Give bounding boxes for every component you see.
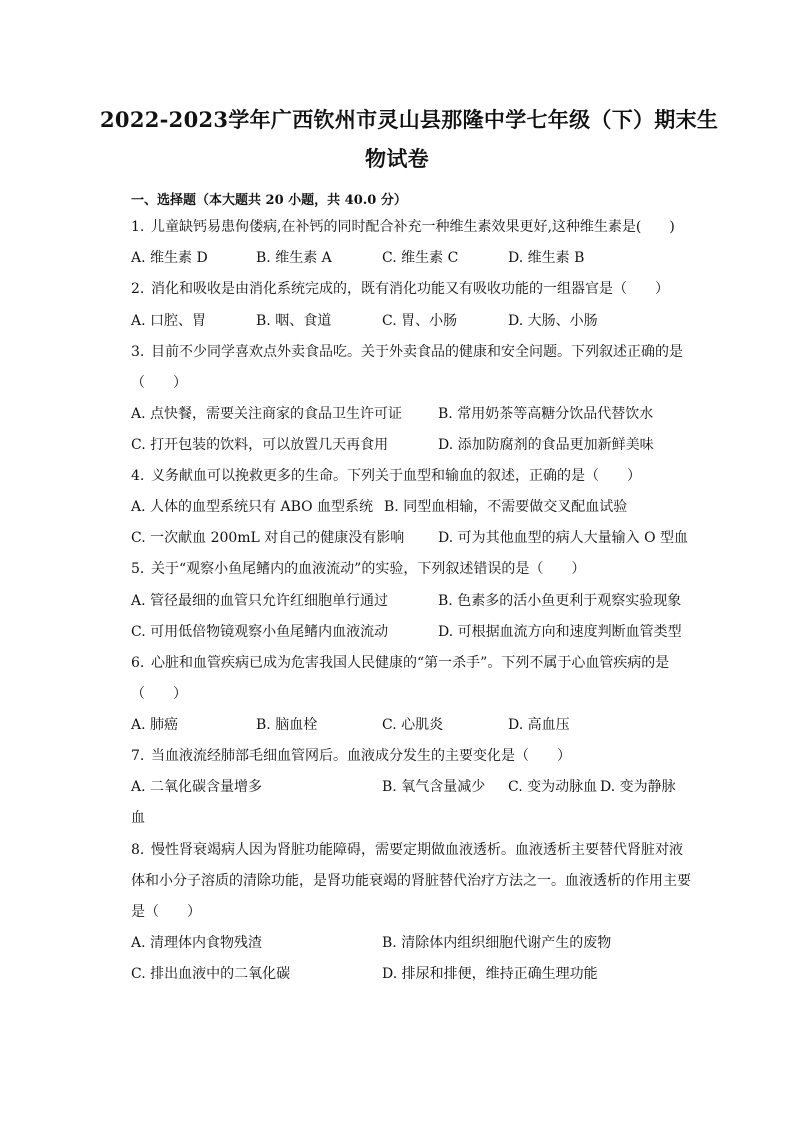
question-text: 目前不少同学喜欢点外卖食品吃。关于外卖食品的健康和安全问题。下列叙述正确的是 <box>151 344 683 360</box>
question-8-stem-cont: 体和小分子溶质的清除功能，是肾功能衰竭的肾脏替代治疗方法之一。血液透析的作用主要 <box>131 873 691 889</box>
option-b: B. 色素多的活小鱼更利于观察实验现象 <box>438 593 682 609</box>
option-b: B. 清除体内组织细胞代谢产生的废物 <box>382 935 612 951</box>
option-c: C. 变为动脉血 <box>508 779 598 795</box>
option-c: C. 维生素 C <box>382 250 459 266</box>
question-number: 3. <box>131 344 145 360</box>
option-b: B. 维生素 A <box>256 250 332 266</box>
option-a: A. 肺癌 <box>131 717 179 733</box>
option-a: A. 人体的血型系统只有 ABO 血型系统 <box>131 499 374 515</box>
section-heading: 一、选择题（本大题共 20 小题，共 40.0 分） <box>131 193 407 208</box>
option-a: A. 二氧化碳含量增多 <box>131 779 263 795</box>
question-5-stem <box>131 560 585 578</box>
option-b: B. 氧气含量减少 <box>382 779 486 795</box>
question-8-stem <box>131 841 683 859</box>
option-c: C. 打开包装的饮料，可以放置几天再食用 <box>131 437 389 453</box>
question-text: 关于“观察小鱼尾鳍内的血液流动”的实验，下列叙述错误的是（ ） <box>151 561 586 577</box>
option-a: A. 点快餐，需要关注商家的食品卫生许可证 <box>131 406 403 422</box>
question-3-stem-cont: （ ） <box>131 375 187 391</box>
question-3-stem <box>131 343 683 361</box>
option-c: C. 排出血液中的二氧化碳 <box>131 966 291 982</box>
option-d: D. 可根据血流方向和速度判断血管类型 <box>438 624 682 640</box>
question-1-stem <box>131 218 675 236</box>
option-d: D. 维生素 B <box>508 250 585 266</box>
option-c: C. 可用低倍物镜观察小鱼尾鳍内血液流动 <box>131 624 389 640</box>
question-number: 4. <box>131 468 145 484</box>
option-c: C. 胃、小肠 <box>382 313 458 329</box>
option-a: A. 维生素 D <box>131 250 208 266</box>
option-d: D. 添加防腐剂的食品更加新鲜美味 <box>438 437 654 453</box>
question-6-stem-cont: （ ） <box>131 686 187 702</box>
option-a: A. 管径最细的血管只允许红细胞单行通过 <box>131 593 389 609</box>
option-a: A. 清理体内食物残渣 <box>131 935 263 951</box>
option-b: B. 脑血栓 <box>256 717 318 733</box>
option-b: B. 同型血相输，不需要做交叉配血试验 <box>384 499 628 515</box>
question-2-stem <box>131 280 669 298</box>
option-b: B. 常用奶茶等高糖分饮品代替饮水 <box>438 406 654 422</box>
option-d: D. 大肠、小肠 <box>508 313 598 329</box>
question-text: 消化和吸收是由消化系统完成的，既有消化功能又有吸收功能的一组器官是（ ） <box>151 281 669 297</box>
question-number: 7. <box>131 748 145 764</box>
option-d: D. 可为其他血型的病人大量输入 O 型血 <box>438 530 689 546</box>
question-number: 8. <box>131 842 145 858</box>
question-text: 慢性肾衰竭病人因为肾脏功能障碍，需要定期做血液透析。血液透析主要替代肾脏对液 <box>151 842 683 858</box>
option-b: B. 咽、食道 <box>256 313 332 329</box>
question-text: 义务献血可以挽救更多的生命。下列关于血型和输血的叙述，正确的是（ ） <box>151 468 641 484</box>
question-number: 1. <box>131 219 145 235</box>
option-d: D. 高血压 <box>508 717 570 733</box>
question-number: 5. <box>131 561 145 577</box>
question-text: 心脏和血管疾病已成为危害我国人民健康的“第一杀手”。下列不属于心血管疾病的是 <box>151 655 670 671</box>
option-d-wrap: 血 <box>131 810 145 826</box>
option-d: D. 排尿和排便，维持正确生理功能 <box>382 966 598 982</box>
question-4-stem <box>131 467 641 485</box>
question-6-stem <box>131 654 669 672</box>
question-7-stem <box>131 747 571 765</box>
exam-title-line-2: 物试卷 <box>365 146 429 171</box>
question-text: 当血液流经肺部毛细血管网后。血液成分发生的主要变化是（ ） <box>151 748 571 764</box>
question-text: 儿童缺钙易患佝偻病,在补钙的同时配合补充一种维生素效果更好,这种维生素是( ) <box>151 219 675 235</box>
option-c: C. 心肌炎 <box>382 717 444 733</box>
option-d: D. 变为静脉 <box>600 779 676 795</box>
option-c: C. 一次献血 200mL 对自己的健康没有影响 <box>131 530 405 546</box>
exam-title-line-1: 2022-2023学年广西钦州市灵山县那隆中学七年级（下）期末生 <box>100 107 719 132</box>
question-number: 6. <box>131 655 145 671</box>
question-8-stem-cont-2: 是（ ） <box>131 904 201 920</box>
question-number: 2. <box>131 281 145 297</box>
option-a: A. 口腔、胃 <box>131 313 207 329</box>
